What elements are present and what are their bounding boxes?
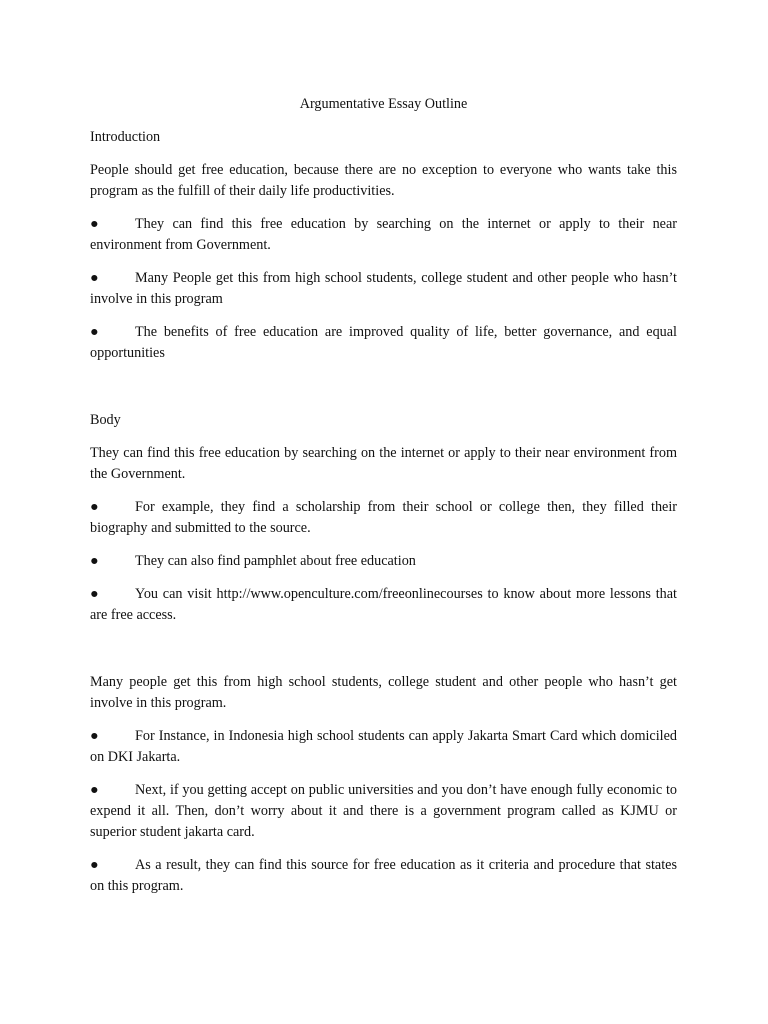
bullet-text: They can also find pamphlet about free education: [135, 553, 416, 569]
list-item: [90, 584, 677, 626]
bullet-text: Many People get this from high school students, college student and other people who hasn’t involve in this program: [90, 270, 677, 307]
list-item: [90, 214, 677, 256]
document-title: Argumentative Essay Outline: [299, 96, 468, 112]
list-item: [90, 268, 677, 310]
bullet-icon: ●: [90, 553, 99, 569]
bullet-icon: ●: [90, 586, 99, 602]
bullet-text: For example, they find a scholarship from their school or college then, they filled their biography and submitted to the source.: [90, 499, 677, 536]
bullet-text: You can visit http://www.openculture.com/freeonlinecourses to know about more lessons that are free access.: [90, 586, 677, 623]
bullet-icon: ●: [90, 216, 99, 232]
bullet-text: The benefits of free education are improved quality of life, better governance, and equal opportunities: [90, 324, 677, 361]
spacer: [90, 638, 677, 672]
bullet-text: As a result, they can find this source for free education as it criteria and procedure that states on this program.: [90, 857, 677, 894]
bullet-text: For Instance, in Indonesia high school students can apply Jakarta Smart Card which domiciled on DKI Jakarta.: [90, 728, 677, 765]
body-paragraph-1: They can find this free education by searching on the internet or apply to their near environment from the Government.: [90, 445, 677, 482]
introduction-heading: Introduction: [90, 129, 161, 145]
bullet-icon: ●: [90, 728, 99, 744]
list-item: [90, 497, 677, 539]
body-paragraph-2: Many people get this from high school students, college student and other people who hasn’t get involve in this program.: [90, 674, 677, 711]
list-item: [90, 551, 677, 572]
list-item: [90, 780, 677, 843]
document-content: [90, 94, 677, 909]
bullet-icon: ●: [90, 782, 99, 798]
list-item: [90, 726, 677, 768]
bullet-text: Next, if you getting accept on public universities and you don’t have enough fully economic to expend it all. Then, don’t worry about it and there is a government program called as KJMU or superior student jakarta card.: [90, 782, 677, 840]
bullet-icon: ●: [90, 270, 99, 286]
bullet-icon: ●: [90, 857, 99, 873]
list-item: [90, 855, 677, 897]
body-heading: Body: [90, 412, 121, 428]
bullet-icon: ●: [90, 324, 99, 340]
spacer: [90, 376, 677, 410]
list-item: [90, 322, 677, 364]
bullet-icon: ●: [90, 499, 99, 515]
introduction-paragraph: People should get free education, because there are no exception to everyone who wants take this program as the fulfill of their daily life productivities.: [90, 162, 677, 199]
bullet-text: They can find this free education by searching on the internet or apply to their near environment from Government.: [90, 216, 677, 253]
